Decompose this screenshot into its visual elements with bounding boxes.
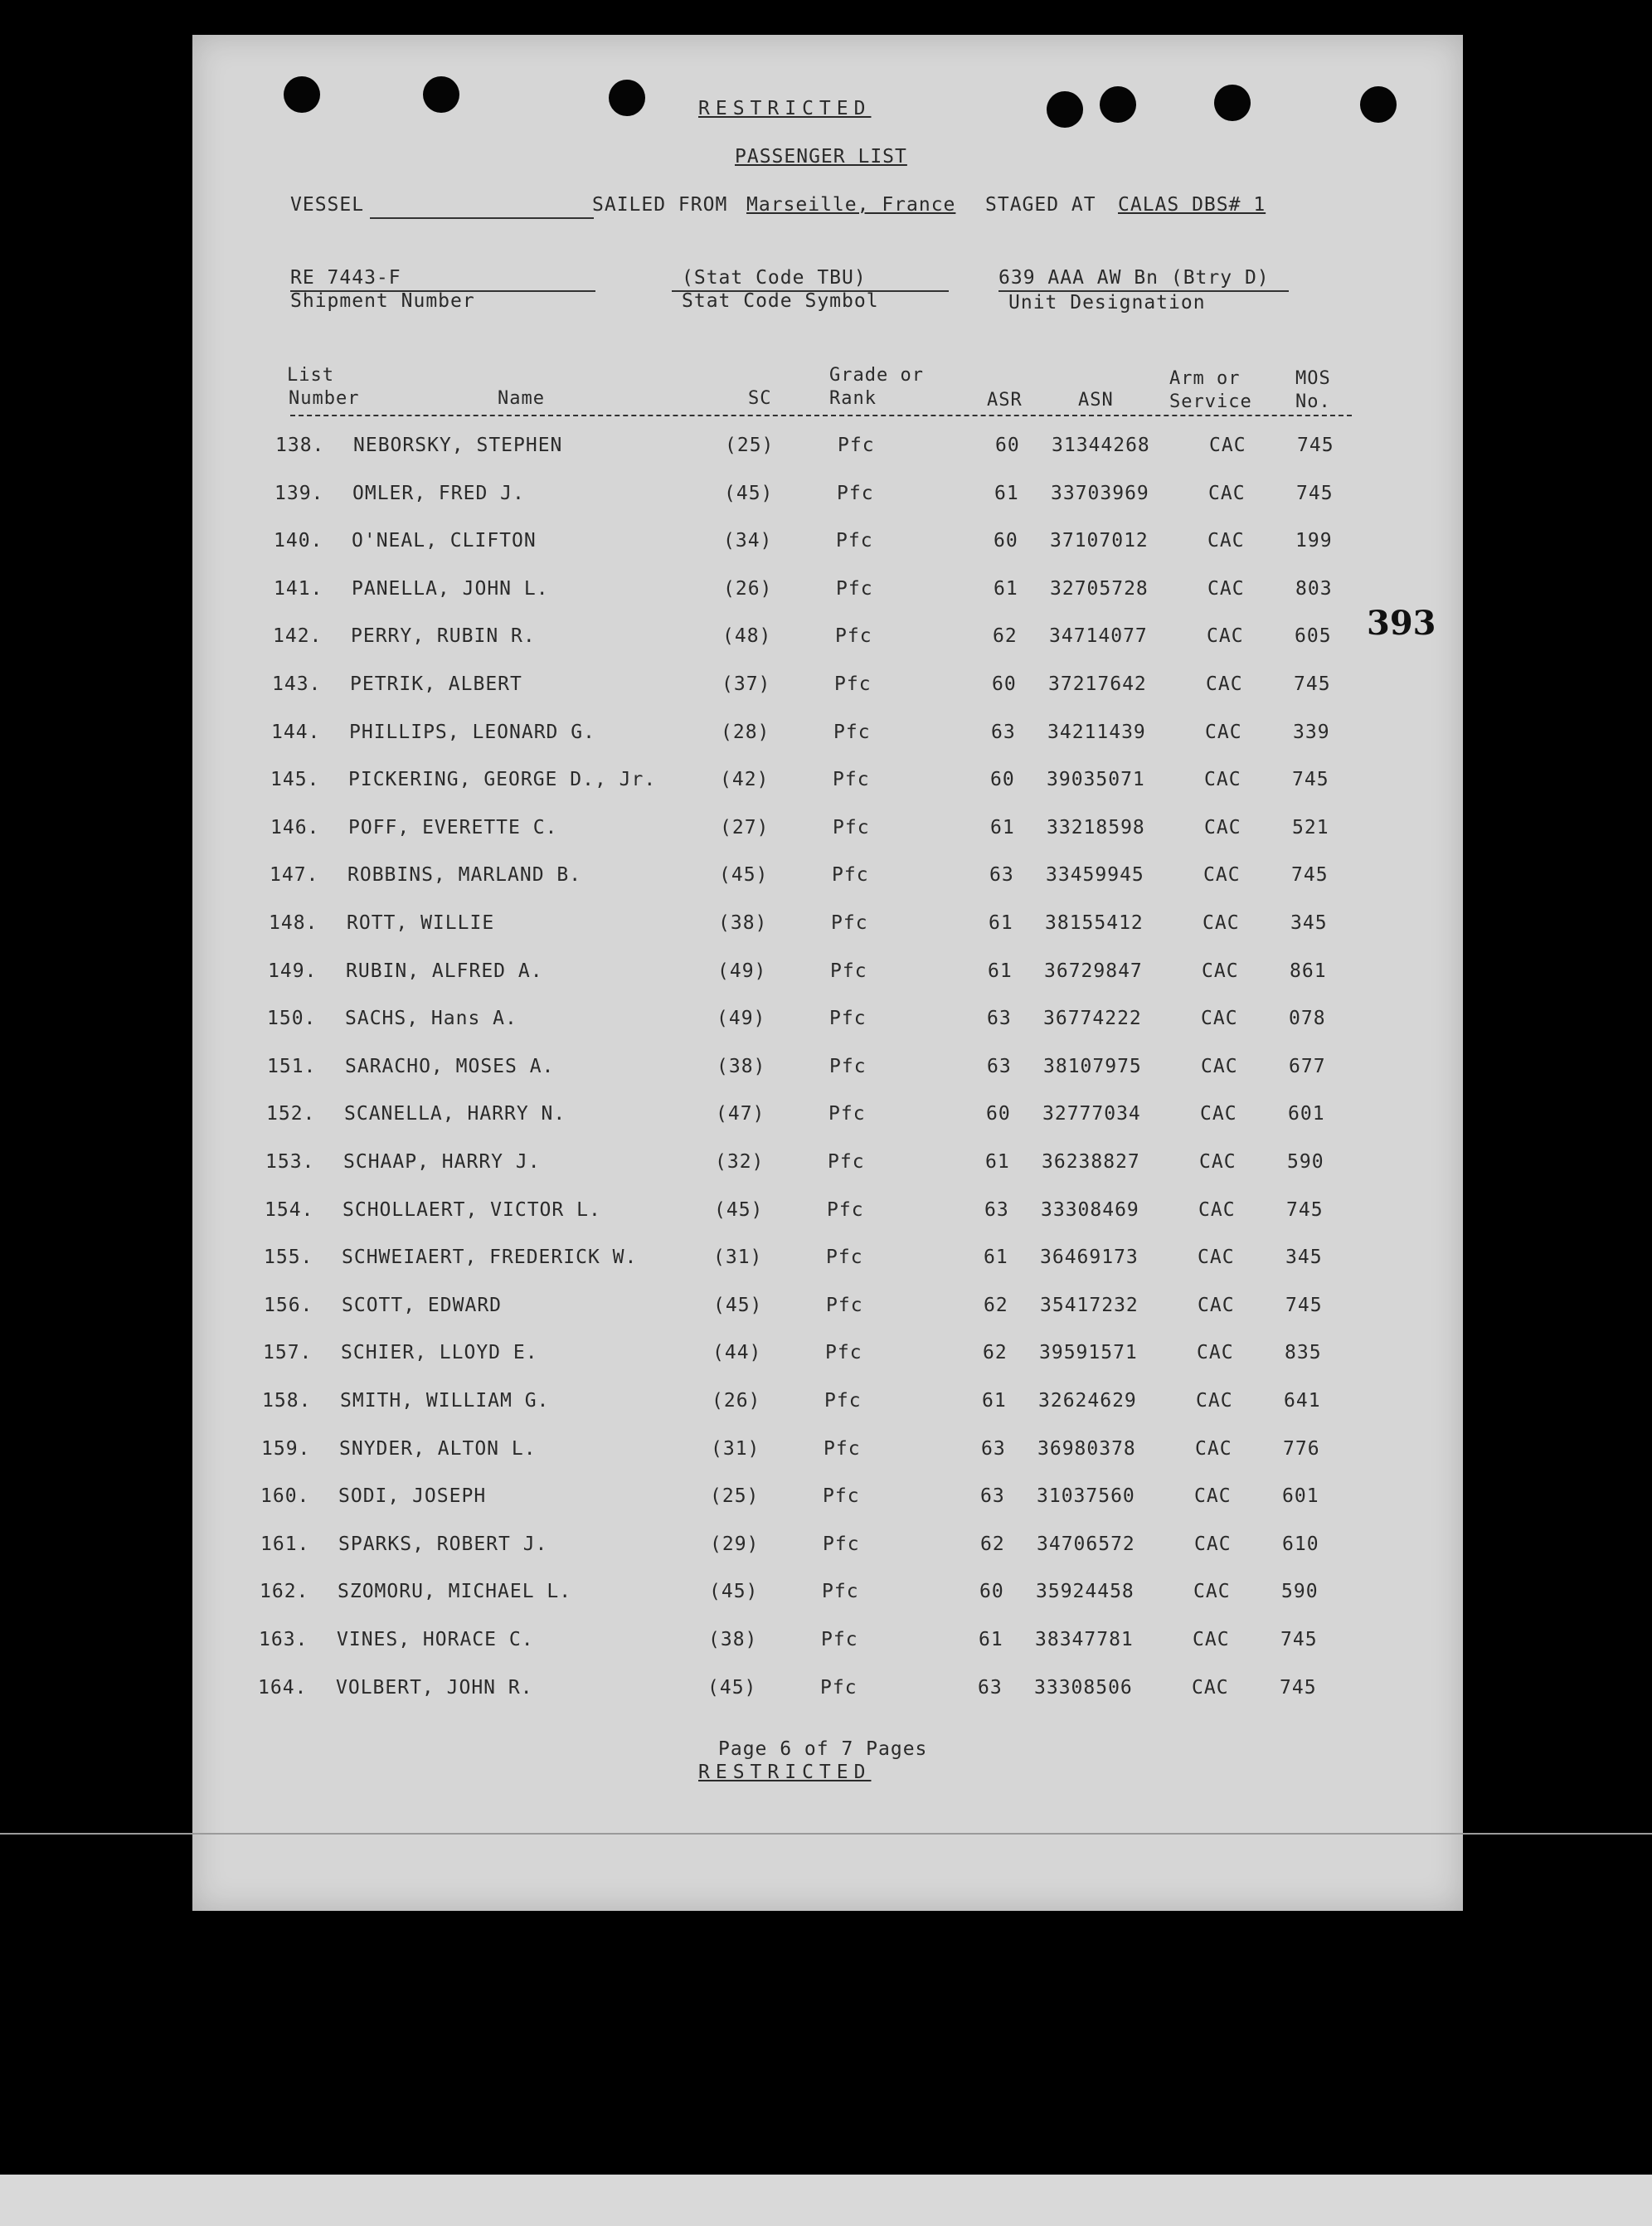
- row-asr: 62: [983, 1342, 1008, 1363]
- row-asr: 60: [986, 1103, 1011, 1125]
- stat-code-value: (Stat Code TBU): [682, 267, 867, 289]
- row-name: NEBORSKY, STEPHEN: [353, 435, 563, 456]
- row-grade: Pfc: [821, 1629, 858, 1650]
- row-name: SCHIER, LLOYD E.: [341, 1342, 538, 1363]
- col-grade-2: Rank: [829, 388, 877, 409]
- row-name: PERRY, RUBIN R.: [351, 625, 536, 647]
- row-mos: 610: [1282, 1533, 1319, 1555]
- row-asr: 63: [984, 1199, 1009, 1221]
- row-asn: 33218598: [1047, 817, 1145, 838]
- col-sc: SC: [748, 388, 772, 409]
- row-mos: 345: [1290, 912, 1328, 934]
- row-list-number: 146.: [270, 817, 320, 838]
- vessel-blank-line: [370, 217, 594, 219]
- row-asn: 31344268: [1052, 435, 1150, 456]
- row-name: SACHS, Hans A.: [345, 1008, 517, 1029]
- row-list-number: 152.: [266, 1103, 316, 1125]
- row-grade: Pfc: [836, 530, 873, 552]
- row-arm: CAC: [1198, 1199, 1236, 1221]
- row-list-number: 143.: [272, 673, 322, 695]
- row-asr: 63: [991, 722, 1016, 743]
- row-list-number: 140.: [274, 530, 323, 552]
- row-mos: 745: [1280, 1629, 1318, 1650]
- row-sc: (47): [716, 1103, 765, 1125]
- row-name: SNYDER, ALTON L.: [339, 1438, 537, 1460]
- row-mos: 776: [1283, 1438, 1320, 1460]
- unit-label: Unit Designation: [1008, 292, 1206, 313]
- col-list-number-1: List: [287, 365, 334, 386]
- row-sc: (45): [724, 483, 774, 504]
- row-asn: 37217642: [1048, 673, 1147, 695]
- col-mos-2: No.: [1295, 391, 1331, 412]
- row-sc: (38): [718, 912, 768, 934]
- row-list-number: 159.: [261, 1438, 311, 1460]
- row-list-number: 139.: [275, 483, 324, 504]
- row-arm: CAC: [1207, 530, 1245, 552]
- row-asr: 61: [994, 483, 1019, 504]
- row-mos: 835: [1285, 1342, 1322, 1363]
- row-mos: 745: [1297, 435, 1334, 456]
- row-grade: Pfc: [823, 1533, 860, 1555]
- row-sc: (37): [722, 673, 771, 695]
- row-grade: Pfc: [838, 435, 875, 456]
- row-sc: (44): [712, 1342, 762, 1363]
- row-grade: Pfc: [828, 1103, 866, 1125]
- row-sc: (45): [719, 864, 769, 886]
- row-arm: CAC: [1193, 1581, 1231, 1602]
- row-arm: CAC: [1198, 1295, 1235, 1316]
- row-grade: Pfc: [826, 1295, 863, 1316]
- row-asr: 63: [987, 1056, 1012, 1077]
- row-sc: (49): [717, 1008, 766, 1029]
- row-list-number: 154.: [265, 1199, 314, 1221]
- row-asr: 63: [981, 1438, 1006, 1460]
- row-mos: 745: [1296, 483, 1334, 504]
- row-list-number: 157.: [263, 1342, 313, 1363]
- row-sc: (38): [708, 1629, 758, 1650]
- col-list-number-2: Number: [289, 388, 360, 409]
- row-arm: CAC: [1207, 625, 1244, 647]
- punch-hole: [609, 80, 645, 116]
- row-grade: Pfc: [833, 769, 870, 790]
- sailed-from-label: SAILED FROM: [592, 194, 728, 216]
- row-sc: (29): [710, 1533, 760, 1555]
- row-asr: 60: [994, 530, 1018, 552]
- row-sc: (26): [712, 1390, 761, 1412]
- scan-edge: [0, 2175, 1652, 2226]
- row-asn: 34706572: [1037, 1533, 1135, 1555]
- row-list-number: 145.: [270, 769, 320, 790]
- row-name: RUBIN, ALFRED A.: [346, 960, 543, 982]
- row-mos: 590: [1281, 1581, 1319, 1602]
- punch-hole: [1100, 86, 1136, 123]
- row-asn: 39035071: [1047, 769, 1145, 790]
- row-asr: 61: [990, 817, 1015, 838]
- row-name: VINES, HORACE C.: [337, 1629, 534, 1650]
- punch-hole: [1214, 85, 1251, 121]
- row-list-number: 158.: [262, 1390, 312, 1412]
- row-arm: CAC: [1205, 722, 1242, 743]
- row-sc: (48): [722, 625, 772, 647]
- row-grade: Pfc: [824, 1438, 861, 1460]
- row-name: ROBBINS, MARLAND B.: [347, 864, 582, 886]
- row-mos: 745: [1286, 1199, 1324, 1221]
- punch-hole: [423, 76, 459, 113]
- row-arm: CAC: [1204, 817, 1241, 838]
- row-asn: 33459945: [1046, 864, 1144, 886]
- row-name: PETRIK, ALBERT: [350, 673, 522, 695]
- row-asr: 61: [985, 1151, 1010, 1173]
- row-sc: (25): [725, 435, 775, 456]
- row-asn: 32705728: [1050, 578, 1149, 600]
- row-asn: 33308469: [1041, 1199, 1139, 1221]
- row-arm: CAC: [1195, 1438, 1232, 1460]
- row-arm: CAC: [1206, 673, 1243, 695]
- row-list-number: 164.: [258, 1677, 308, 1699]
- row-name: PANELLA, JOHN L.: [352, 578, 549, 600]
- row-mos: 677: [1289, 1056, 1326, 1077]
- row-mos: 339: [1293, 722, 1330, 743]
- row-sc: (45): [707, 1677, 757, 1699]
- row-sc: (45): [709, 1581, 759, 1602]
- row-mos: 345: [1285, 1247, 1323, 1268]
- row-list-number: 162.: [260, 1581, 309, 1602]
- row-grade: Pfc: [830, 960, 867, 982]
- row-list-number: 144.: [271, 722, 321, 743]
- row-grade: Pfc: [833, 817, 870, 838]
- row-asr: 62: [984, 1295, 1008, 1316]
- row-mos: 745: [1292, 769, 1329, 790]
- row-arm: CAC: [1203, 912, 1240, 934]
- row-asr: 60: [990, 769, 1015, 790]
- row-arm: CAC: [1207, 578, 1245, 600]
- row-name: SZOMORU, MICHAEL L.: [338, 1581, 572, 1602]
- row-asn: 38107975: [1043, 1056, 1142, 1077]
- row-list-number: 161.: [260, 1533, 310, 1555]
- row-grade: Pfc: [825, 1342, 862, 1363]
- punch-hole: [1360, 86, 1397, 123]
- row-mos: 590: [1287, 1151, 1324, 1173]
- row-asn: 32777034: [1042, 1103, 1141, 1125]
- row-grade: Pfc: [829, 1008, 867, 1029]
- row-arm: CAC: [1197, 1342, 1234, 1363]
- row-arm: CAC: [1199, 1151, 1237, 1173]
- row-grade: Pfc: [833, 722, 871, 743]
- row-arm: CAC: [1192, 1677, 1229, 1699]
- row-name: SCHWEIAERT, FREDERICK W.: [342, 1247, 638, 1268]
- margin-page-stamp: 393: [1367, 604, 1436, 643]
- row-asn: 33703969: [1051, 483, 1149, 504]
- row-sc: (31): [713, 1247, 763, 1268]
- row-sc: (32): [715, 1151, 765, 1173]
- shipment-number-label: Shipment Number: [290, 290, 475, 312]
- row-list-number: 148.: [269, 912, 318, 934]
- col-mos-1: MOS: [1295, 368, 1331, 389]
- row-asr: 61: [994, 578, 1018, 600]
- row-asn: 36238827: [1042, 1151, 1140, 1173]
- row-asn: 37107012: [1050, 530, 1149, 552]
- staged-at-value: CALAS DBS# 1: [1118, 194, 1266, 216]
- row-name: SODI, JOSEPH: [338, 1485, 487, 1507]
- row-asn: 36729847: [1044, 960, 1143, 982]
- header-rule: [290, 415, 1352, 416]
- classification-bottom: RESTRICTED: [698, 1762, 872, 1783]
- stat-code-label: Stat Code Symbol: [682, 290, 879, 312]
- row-list-number: 141.: [274, 578, 323, 600]
- col-grade-1: Grade or: [829, 365, 924, 386]
- row-asn: 35417232: [1040, 1295, 1139, 1316]
- row-asr: 62: [993, 625, 1018, 647]
- row-mos: 745: [1285, 1295, 1323, 1316]
- sailed-from-value: Marseille, France: [746, 194, 956, 216]
- row-grade: Pfc: [824, 1390, 862, 1412]
- row-arm: CAC: [1209, 435, 1246, 456]
- row-name: O'NEAL, CLIFTON: [352, 530, 537, 552]
- row-name: SCANELLA, HARRY N.: [344, 1103, 566, 1125]
- row-asr: 61: [982, 1390, 1007, 1412]
- row-grade: Pfc: [827, 1199, 864, 1221]
- row-list-number: 156.: [264, 1295, 313, 1316]
- row-name: SCHOLLAERT, VICTOR L.: [343, 1199, 601, 1221]
- page-title: PASSENGER LIST: [735, 146, 907, 168]
- row-mos: 601: [1282, 1485, 1319, 1507]
- row-grade: Pfc: [834, 673, 872, 695]
- row-mos: 861: [1290, 960, 1327, 982]
- row-grade: Pfc: [832, 864, 869, 886]
- row-arm: CAC: [1200, 1103, 1237, 1125]
- row-arm: CAC: [1208, 483, 1246, 504]
- row-asn: 38347781: [1035, 1629, 1134, 1650]
- row-list-number: 153.: [265, 1151, 315, 1173]
- row-grade: Pfc: [828, 1151, 865, 1173]
- row-asn: 39591571: [1039, 1342, 1138, 1363]
- row-sc: (45): [713, 1295, 763, 1316]
- row-name: SCHAAP, HARRY J.: [343, 1151, 541, 1173]
- row-arm: CAC: [1193, 1629, 1230, 1650]
- row-asr: 61: [989, 912, 1013, 934]
- row-asr: 61: [984, 1247, 1008, 1268]
- row-sc: (34): [723, 530, 773, 552]
- row-list-number: 155.: [264, 1247, 313, 1268]
- row-list-number: 147.: [270, 864, 319, 886]
- row-asr: 63: [989, 864, 1014, 886]
- col-asr: ASR: [987, 390, 1023, 411]
- row-list-number: 163.: [259, 1629, 309, 1650]
- classification-top: RESTRICTED: [698, 98, 872, 119]
- row-name: SPARKS, ROBERT J.: [338, 1533, 548, 1555]
- row-mos: 521: [1292, 817, 1329, 838]
- row-asr: 60: [979, 1581, 1004, 1602]
- row-sc: (28): [721, 722, 770, 743]
- row-mos: 745: [1294, 673, 1331, 695]
- row-sc: (31): [711, 1438, 760, 1460]
- row-asr: 61: [988, 960, 1013, 982]
- row-sc: (42): [720, 769, 770, 790]
- row-asn: 34211439: [1047, 722, 1146, 743]
- row-grade: Pfc: [835, 625, 872, 647]
- col-arm-2: Service: [1169, 391, 1252, 412]
- row-name: SMITH, WILLIAM G.: [340, 1390, 550, 1412]
- row-asr: 60: [992, 673, 1017, 695]
- row-mos: 641: [1284, 1390, 1321, 1412]
- row-asn: 35924458: [1036, 1581, 1135, 1602]
- row-asr: 61: [979, 1629, 1003, 1650]
- row-grade: Pfc: [820, 1677, 858, 1699]
- row-asr: 62: [980, 1533, 1005, 1555]
- row-arm: CAC: [1204, 769, 1241, 790]
- row-sc: (26): [723, 578, 773, 600]
- row-asn: 36774222: [1043, 1008, 1142, 1029]
- row-sc: (45): [714, 1199, 764, 1221]
- row-list-number: 149.: [268, 960, 318, 982]
- row-mos: 605: [1295, 625, 1332, 647]
- row-mos: 803: [1295, 578, 1333, 600]
- row-name: ROTT, WILLIE: [347, 912, 495, 934]
- row-mos: 078: [1289, 1008, 1326, 1029]
- row-asn: 36469173: [1040, 1247, 1139, 1268]
- row-asn: 36980378: [1037, 1438, 1136, 1460]
- col-arm-1: Arm or: [1169, 368, 1241, 389]
- row-mos: 745: [1280, 1677, 1317, 1699]
- page-indicator: Page 6 of 7 Pages: [718, 1738, 928, 1760]
- vessel-label: VESSEL: [290, 194, 365, 216]
- row-list-number: 150.: [267, 1008, 317, 1029]
- row-grade: Pfc: [829, 1056, 867, 1077]
- row-grade: Pfc: [831, 912, 868, 934]
- punch-hole: [284, 76, 320, 113]
- row-mos: 601: [1288, 1103, 1325, 1125]
- row-grade: Pfc: [823, 1485, 860, 1507]
- row-asn: 32624629: [1038, 1390, 1137, 1412]
- row-arm: CAC: [1196, 1390, 1233, 1412]
- row-list-number: 151.: [267, 1056, 317, 1077]
- row-name: SCOTT, EDWARD: [342, 1295, 503, 1316]
- row-name: SARACHO, MOSES A.: [345, 1056, 555, 1077]
- shipment-number-value: RE 7443-F: [290, 267, 401, 289]
- row-arm: CAC: [1198, 1247, 1235, 1268]
- row-asn: 31037560: [1037, 1485, 1135, 1507]
- row-sc: (27): [720, 817, 770, 838]
- row-asn: 38155412: [1045, 912, 1144, 934]
- row-arm: CAC: [1203, 864, 1241, 886]
- row-name: OMLER, FRED J.: [352, 483, 525, 504]
- row-list-number: 142.: [273, 625, 323, 647]
- row-asn: 33308506: [1034, 1677, 1133, 1699]
- row-name: PICKERING, GEORGE D., Jr.: [348, 769, 657, 790]
- row-name: POFF, EVERETTE C.: [348, 817, 558, 838]
- staged-at-label: STAGED AT: [985, 194, 1096, 216]
- punch-hole: [1047, 91, 1083, 128]
- row-asr: 63: [987, 1008, 1012, 1029]
- row-name: VOLBERT, JOHN R.: [336, 1677, 533, 1699]
- row-mos: 199: [1295, 530, 1333, 552]
- unit-value: 639 AAA AW Bn (Btry D): [998, 267, 1270, 289]
- row-list-number: 138.: [275, 435, 325, 456]
- row-sc: (25): [710, 1485, 760, 1507]
- row-name: PHILLIPS, LEONARD G.: [349, 722, 595, 743]
- row-grade: Pfc: [836, 578, 873, 600]
- row-list-number: 160.: [260, 1485, 310, 1507]
- row-mos: 745: [1291, 864, 1329, 886]
- scan-line: [0, 1833, 1652, 1835]
- row-asr: 63: [980, 1485, 1005, 1507]
- row-arm: CAC: [1201, 1056, 1238, 1077]
- col-asn: ASN: [1078, 390, 1114, 411]
- row-grade: Pfc: [837, 483, 874, 504]
- row-grade: Pfc: [822, 1581, 859, 1602]
- row-sc: (49): [717, 960, 767, 982]
- row-asn: 34714077: [1049, 625, 1148, 647]
- row-arm: CAC: [1202, 960, 1239, 982]
- row-arm: CAC: [1194, 1485, 1232, 1507]
- row-grade: Pfc: [826, 1247, 863, 1268]
- row-sc: (38): [717, 1056, 766, 1077]
- row-arm: CAC: [1194, 1533, 1232, 1555]
- row-arm: CAC: [1201, 1008, 1238, 1029]
- row-asr: 63: [978, 1677, 1003, 1699]
- row-asr: 60: [995, 435, 1020, 456]
- col-name: Name: [498, 388, 545, 409]
